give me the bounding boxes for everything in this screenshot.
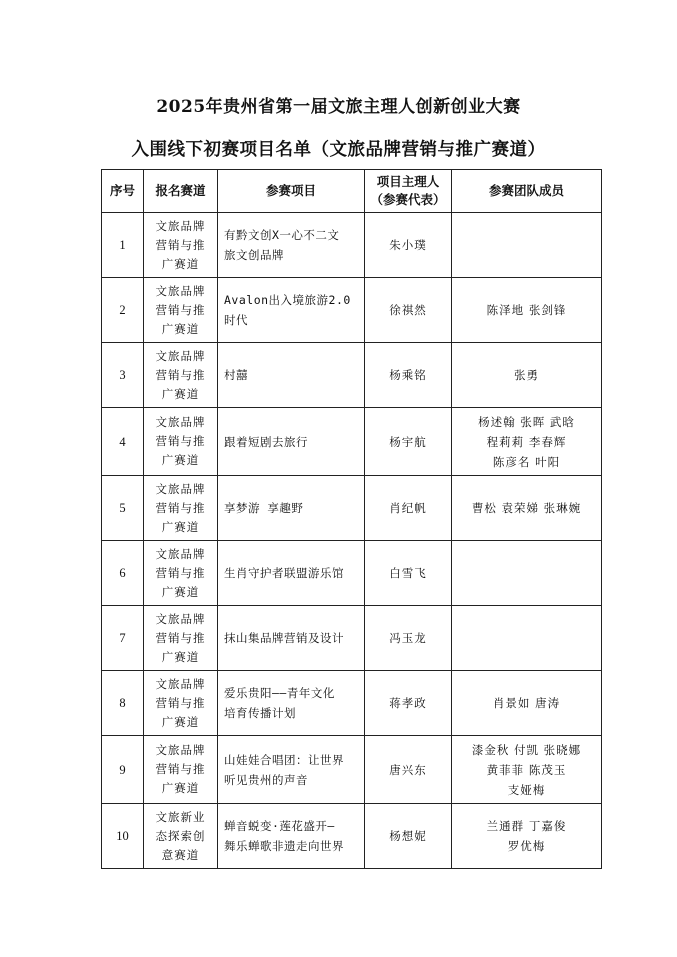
table-row — [102, 343, 602, 408]
track-line: 文旅新业 — [155, 809, 206, 824]
row-team — [452, 606, 602, 671]
project-line: 跟着短剧去旅行 — [224, 434, 308, 449]
track-line: 广赛道 — [161, 781, 200, 795]
team-line: 肖景如 唐涛 — [492, 696, 561, 710]
header-track: 报名赛道 — [144, 170, 218, 213]
row-lead: 冯玉龙 — [365, 606, 452, 671]
header-lead-line1: 项目主理人 — [376, 174, 440, 189]
row-lead: 白雪飞 — [365, 541, 452, 606]
row-lead: 杨想妮 — [365, 804, 452, 869]
row-track — [144, 671, 218, 736]
track-line: 文旅品牌 — [155, 348, 206, 363]
track-line: 文旅品牌 — [155, 546, 206, 561]
table-row — [102, 671, 602, 736]
project-line: 听见贵州的声音 — [224, 772, 308, 787]
track-line: 文旅品牌 — [155, 283, 206, 298]
table-row — [102, 804, 602, 869]
row-track — [144, 606, 218, 671]
team-line: 陈泽地 张剑锋 — [486, 303, 567, 317]
track-line: 广赛道 — [161, 256, 200, 271]
row-team — [452, 278, 602, 343]
row-number: 2 — [102, 278, 144, 343]
team-line: 漆金秋 付凯 张晓娜 — [471, 742, 582, 757]
project-line: 抹山集品牌营销及设计 — [224, 631, 344, 645]
track-line: 文旅品牌 — [155, 611, 206, 626]
row-project — [218, 541, 365, 606]
header-lead — [365, 170, 452, 213]
row-team — [452, 476, 602, 541]
row-project — [218, 804, 365, 869]
header-team: 参赛团队成员 — [452, 170, 602, 213]
table-row — [102, 736, 602, 804]
team-line: 程莉莉 李春辉 — [486, 434, 567, 449]
row-lead: 杨乘铭 — [365, 343, 452, 408]
project-line: 村囍 — [224, 368, 248, 382]
table-row — [102, 606, 602, 671]
row-team — [452, 804, 602, 869]
project-line: 时代 — [224, 313, 248, 327]
track-line: 广赛道 — [161, 584, 200, 599]
row-track — [144, 343, 218, 408]
row-team — [452, 736, 602, 804]
row-number: 1 — [102, 213, 144, 278]
project-line: 蝉音蜕变·莲花盛开— — [224, 819, 335, 833]
team-line: 支娅梅 — [507, 782, 546, 797]
team-line: 曹松 袁荣娣 张琳婉 — [471, 501, 582, 515]
finalist-table — [101, 169, 602, 869]
track-line: 营销与推 — [155, 434, 206, 448]
track-line: 广赛道 — [161, 453, 200, 467]
project-line: 山娃娃合唱团：让世界 — [224, 752, 344, 767]
row-track — [144, 804, 218, 869]
row-number: 4 — [102, 408, 144, 476]
project-line: 爱乐贵阳——青年文化 — [224, 686, 335, 700]
table-row — [102, 408, 602, 476]
row-track — [144, 408, 218, 476]
project-line: 旅文创品牌 — [224, 248, 284, 262]
track-line: 意赛道 — [161, 847, 200, 862]
row-project — [218, 343, 365, 408]
header-lead-line2: （参赛代表） — [370, 192, 446, 207]
track-line: 营销与推 — [155, 695, 206, 710]
row-track — [144, 476, 218, 541]
table-row — [102, 213, 602, 278]
header-no: 序号 — [102, 170, 144, 213]
document-title-line2: 入围线下初赛项目名单（文旅品牌营销与推广赛道） — [131, 140, 546, 160]
row-team — [452, 671, 602, 736]
row-project — [218, 408, 365, 476]
row-number: 6 — [102, 541, 144, 606]
team-line: 黄菲菲 陈茂玉 — [486, 762, 567, 777]
row-lead: 杨宇航 — [365, 408, 452, 476]
row-project — [218, 476, 365, 541]
row-project — [218, 606, 365, 671]
header-project: 参赛项目 — [218, 170, 365, 213]
track-line: 营销与推 — [155, 565, 206, 580]
track-line: 营销与推 — [155, 500, 206, 515]
row-track — [144, 541, 218, 606]
row-project — [218, 671, 365, 736]
row-track — [144, 213, 218, 278]
track-line: 文旅品牌 — [155, 218, 206, 233]
document-title-line1: 2025年贵州省第一届文旅主理人创新创业大赛 — [156, 97, 521, 117]
project-line: 生肖守护者联盟游乐馆 — [224, 566, 344, 580]
table-row — [102, 476, 602, 541]
row-lead: 唐兴东 — [365, 736, 452, 804]
track-line: 营销与推 — [155, 237, 206, 252]
project-line: 舞乐蝉歌非遗走向世界 — [224, 839, 344, 853]
row-team — [452, 541, 602, 606]
track-line: 文旅品牌 — [155, 743, 206, 757]
row-lead: 徐祺然 — [365, 278, 452, 343]
row-number: 10 — [102, 804, 144, 869]
track-line: 广赛道 — [161, 386, 200, 401]
track-line: 广赛道 — [161, 714, 200, 729]
track-line: 营销与推 — [155, 630, 206, 645]
row-lead: 朱小璞 — [365, 213, 452, 278]
track-line: 文旅品牌 — [155, 481, 206, 496]
track-line: 文旅品牌 — [155, 415, 206, 429]
track-line: 广赛道 — [161, 321, 200, 336]
track-line: 广赛道 — [161, 649, 200, 664]
row-number: 8 — [102, 671, 144, 736]
track-line: 营销与推 — [155, 762, 206, 776]
team-line: 罗优梅 — [507, 839, 546, 853]
track-line: 广赛道 — [161, 519, 200, 534]
row-lead: 蒋孝政 — [365, 671, 452, 736]
row-number: 3 — [102, 343, 144, 408]
row-project — [218, 278, 365, 343]
track-line: 文旅品牌 — [155, 676, 206, 691]
project-line: 享梦游 享趣野 — [224, 501, 304, 515]
row-project — [218, 213, 365, 278]
row-number: 7 — [102, 606, 144, 671]
row-lead: 肖纪帆 — [365, 476, 452, 541]
table-row — [102, 278, 602, 343]
row-project — [218, 736, 365, 804]
project-line: 培育传播计划 — [224, 706, 296, 720]
project-line: 有黔文创X一心不二文 — [224, 228, 340, 242]
row-track — [144, 736, 218, 804]
team-line: 张勇 — [514, 368, 539, 382]
track-line: 营销与推 — [155, 302, 206, 317]
row-number: 5 — [102, 476, 144, 541]
team-line: 陈彦名 叶阳 — [492, 454, 561, 469]
project-line: Avalon出入境旅游2.0 — [224, 293, 351, 307]
row-team — [452, 408, 602, 476]
team-line: 杨述翰 张晖 武晗 — [478, 414, 575, 429]
row-team — [452, 343, 602, 408]
table-header-row — [102, 170, 602, 213]
track-line: 态探索创 — [155, 828, 206, 843]
table-row — [102, 541, 602, 606]
track-line: 营销与推 — [155, 367, 206, 382]
row-number: 9 — [102, 736, 144, 804]
row-team — [452, 213, 602, 278]
row-track — [144, 278, 218, 343]
team-line: 兰通群 丁嘉俊 — [486, 819, 567, 833]
